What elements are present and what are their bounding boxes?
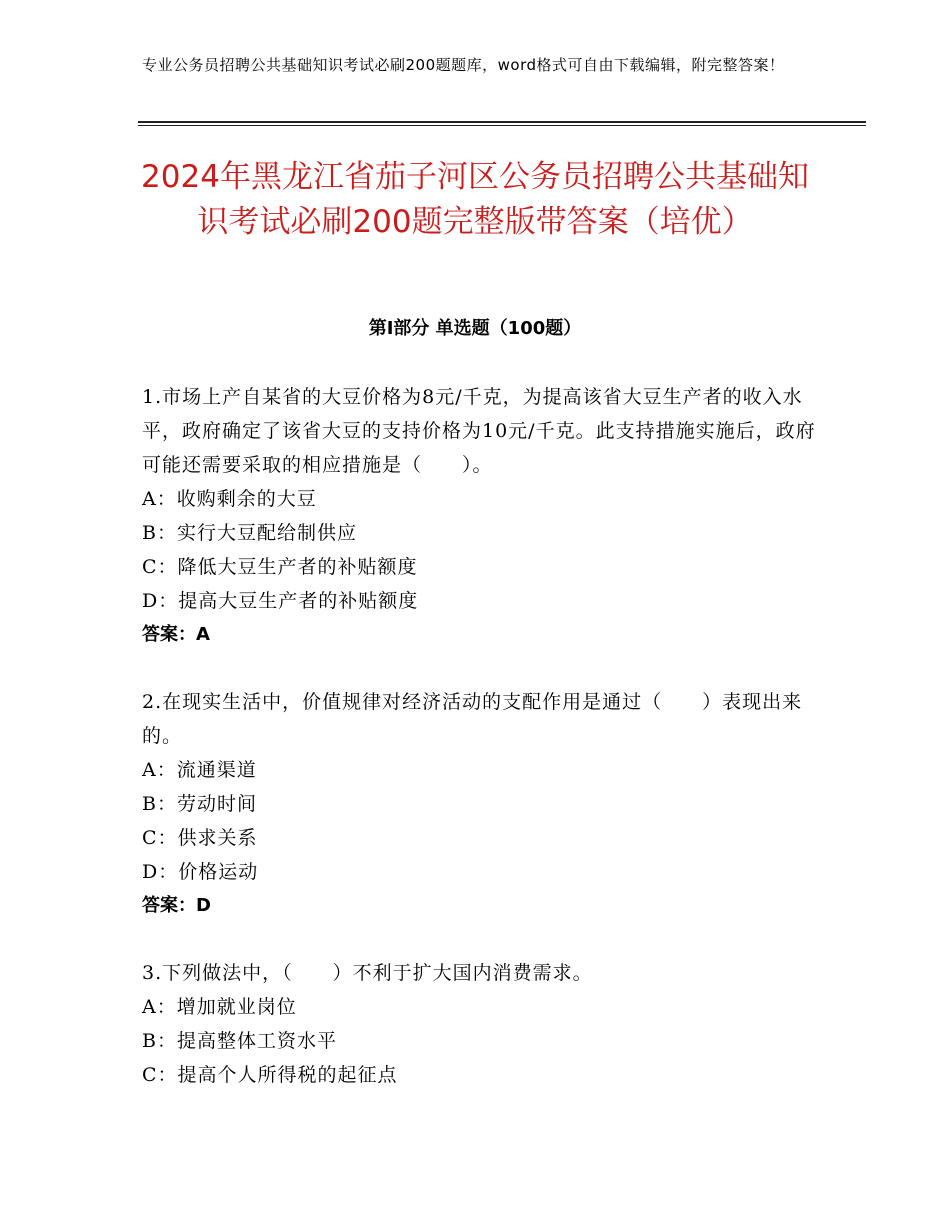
document-title: 2024年黑龙江省茄子河区公务员招聘公共基础知识考试必刷200题完整版带答案（培优）: [141, 159, 809, 240]
question-3: [142, 956, 822, 1092]
question-stem: 1.市场上产自某省的大豆价格为8元/千克，为提高该省大豆生产者的收入水平，政府确定了该省大豆的支持价格为10元/千克。此支持措施实施后，政府可能还需要采取的相应措施是（ ）。: [142, 386, 816, 476]
option-b: B：提高整体工资水平: [142, 1030, 337, 1052]
answer: 答案：D: [142, 895, 211, 916]
option-d: D：价格运动: [142, 861, 259, 883]
question-2: [142, 685, 822, 923]
option-b: B：实行大豆配给制供应: [142, 522, 357, 544]
option-d: D：提高大豆生产者的补贴额度: [142, 590, 419, 612]
option-c: C：供求关系: [142, 827, 258, 849]
question-1: [142, 380, 822, 652]
question-list: [142, 380, 822, 1125]
answer: 答案：A: [142, 624, 210, 645]
section-title: 第I部分 单选题（100题）: [368, 318, 582, 339]
option-a: A：流通渠道: [142, 759, 257, 781]
header-note: 专业公务员招聘公共基础知识考试必刷200题题库，word格式可自由下载编辑，附完整答案！: [142, 56, 785, 74]
option-b: B：劳动时间: [142, 793, 257, 815]
question-stem: 3.下列做法中，（ ）不利于扩大国内消费需求。: [142, 962, 593, 984]
option-a: A：增加就业岗位: [142, 996, 297, 1018]
option-c: C：提高个人所得税的起征点: [142, 1064, 398, 1086]
option-a: A：收购剩余的大豆: [142, 488, 317, 510]
header-rule-thick: [138, 121, 866, 123]
question-stem: 2.在现实生活中，价值规律对经济活动的支配作用是通过（ ）表现出来的。: [142, 691, 803, 747]
option-c: C：降低大豆生产者的补贴额度: [142, 556, 418, 578]
header-rule-thin: [138, 125, 866, 126]
